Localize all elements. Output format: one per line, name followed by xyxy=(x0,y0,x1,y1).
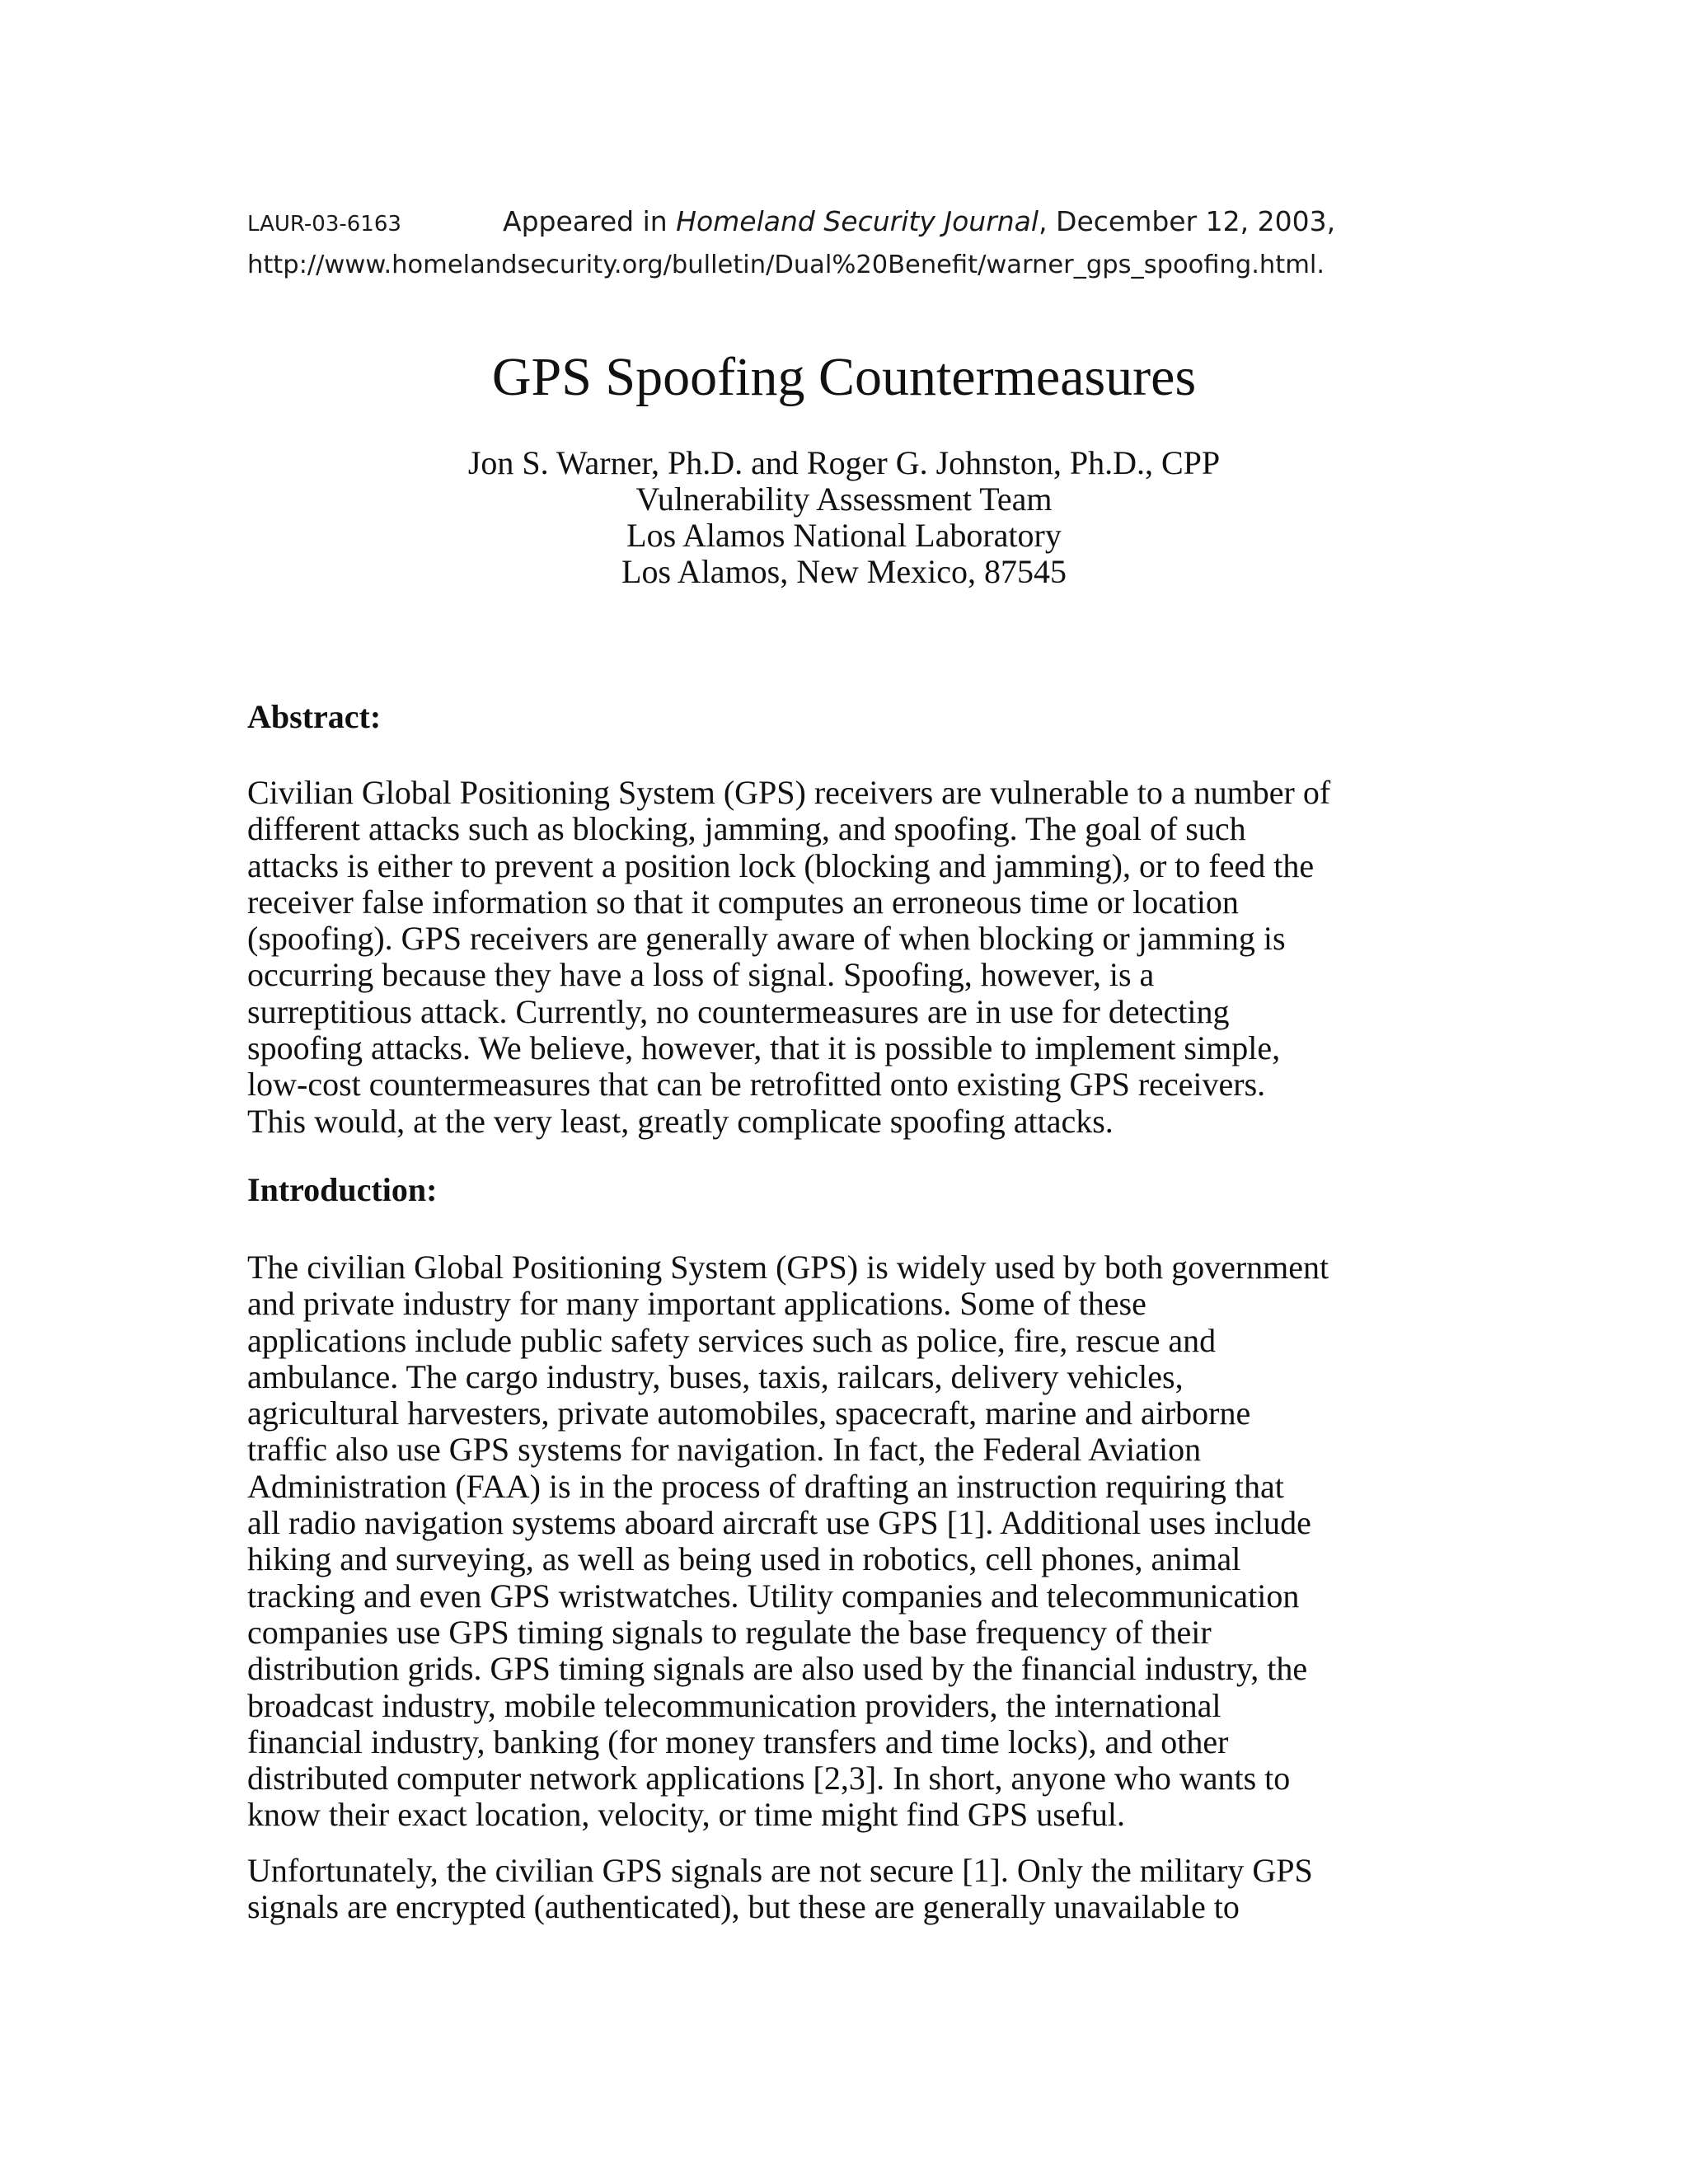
author-team: Vulnerability Assessment Team xyxy=(635,480,1053,518)
intro-line: ambulance. The cargo industry, buses, taxis, railcars, delivery vehicles, xyxy=(247,1357,1184,1395)
abstract-line: This would, at the very least, greatly complicate spoofing attacks. xyxy=(247,1102,1114,1140)
introduction-paragraph-1 xyxy=(247,1249,1451,1834)
intro-line: financial industry, banking (for money transfers and time locks), and other xyxy=(247,1722,1229,1760)
abstract-line: low-cost countermeasures that can be retrofitted onto existing GPS receivers. xyxy=(247,1066,1266,1104)
abstract-line: (spoofing). GPS receivers are generally aware of when blocking or jamming is xyxy=(247,920,1286,958)
intro-line: tracking and even GPS wristwatches. Utility companies and telecommunication xyxy=(247,1577,1300,1615)
introduction-heading: Introduction: xyxy=(247,1171,438,1208)
intro-line: agricultural harvesters, private automobiles, spacecraft, marine and airborne xyxy=(247,1394,1251,1432)
abstract-line: different attacks such as blocking, jamming, and spoofing. The goal of such xyxy=(247,810,1246,848)
intro-line: Unfortunately, the civilian GPS signals are not secure [1]. Only the military GPS xyxy=(247,1852,1313,1889)
introduction-paragraph-2 xyxy=(247,1853,1451,1926)
intro-line: The civilian Global Positioning System (GPS) is widely used by both government xyxy=(247,1249,1329,1286)
intro-line: signals are encrypted (authenticated), but these are generally unavailable to xyxy=(247,1888,1240,1926)
publication-date: , December 12, 2003, xyxy=(1039,205,1336,237)
intro-line: all radio navigation systems aboard aircraft use GPS [1]. Additional uses include xyxy=(247,1504,1311,1542)
intro-line: distributed computer network applications [2,3]. In short, anyone who wants to xyxy=(247,1760,1291,1797)
abstract-line: surreptitious attack. Currently, no countermeasures are in use for detecting xyxy=(247,992,1230,1030)
intro-line: distribution grids. GPS timing signals are also used by the financial industry, the xyxy=(247,1650,1308,1688)
intro-line: applications include public safety services such as police, fire, rescue and xyxy=(247,1321,1217,1359)
publication-header xyxy=(247,201,1533,286)
journal-name: Homeland Security Journal xyxy=(676,205,1039,237)
publication-note xyxy=(503,205,1335,237)
appeared-prefix: Appeared in xyxy=(503,205,677,237)
abstract-line: spoofing attacks. We believe, however, that it is possible to implement simple, xyxy=(247,1029,1281,1067)
abstract-line: receiver false information so that it computes an erroneous time or location xyxy=(247,883,1239,921)
report-number: LAUR-03-6163 xyxy=(247,212,401,237)
source-url: http://www.homelandsecurity.org/bulletin/Dual%20Benefit/warner_gps_spoofing.html. xyxy=(247,251,1325,279)
intro-line: and private industry for many important applications. Some of these xyxy=(247,1285,1146,1323)
abstract-line: attacks is either to prevent a position lock (blocking and jamming), or to feed the xyxy=(247,846,1315,884)
intro-line: companies use GPS timing signals to regulate the base frequency of their xyxy=(247,1613,1212,1651)
author-address: Los Alamos, New Mexico, 87545 xyxy=(621,553,1067,590)
abstract-heading: Abstract: xyxy=(247,698,382,735)
intro-line: traffic also use GPS systems for navigation. In fact, the Federal Aviation xyxy=(247,1431,1202,1469)
abstract-line: occurring because they have a loss of signal. Spoofing, however, is a xyxy=(247,956,1155,994)
intro-line: broadcast industry, mobile telecommunication providers, the international xyxy=(247,1686,1221,1724)
author-block xyxy=(0,445,1688,590)
author-names: Jon S. Warner, Ph.D. and Roger G. Johnston, Ph.D., CPP xyxy=(467,444,1221,481)
intro-line: Administration (FAA) is in the process of drafting an instruction requiring that xyxy=(247,1467,1284,1505)
intro-line: hiking and surveying, as well as being used in robotics, cell phones, animal xyxy=(247,1540,1241,1578)
intro-line: know their exact location, velocity, or time might find GPS useful. xyxy=(247,1796,1125,1834)
paper-title: GPS Spoofing Countermeasures xyxy=(491,347,1197,407)
abstract-line: Civilian Global Positioning System (GPS) receivers are vulnerable to a number of xyxy=(247,774,1331,811)
author-lab: Los Alamos National Laboratory xyxy=(626,517,1062,554)
abstract-paragraph xyxy=(247,775,1451,1140)
